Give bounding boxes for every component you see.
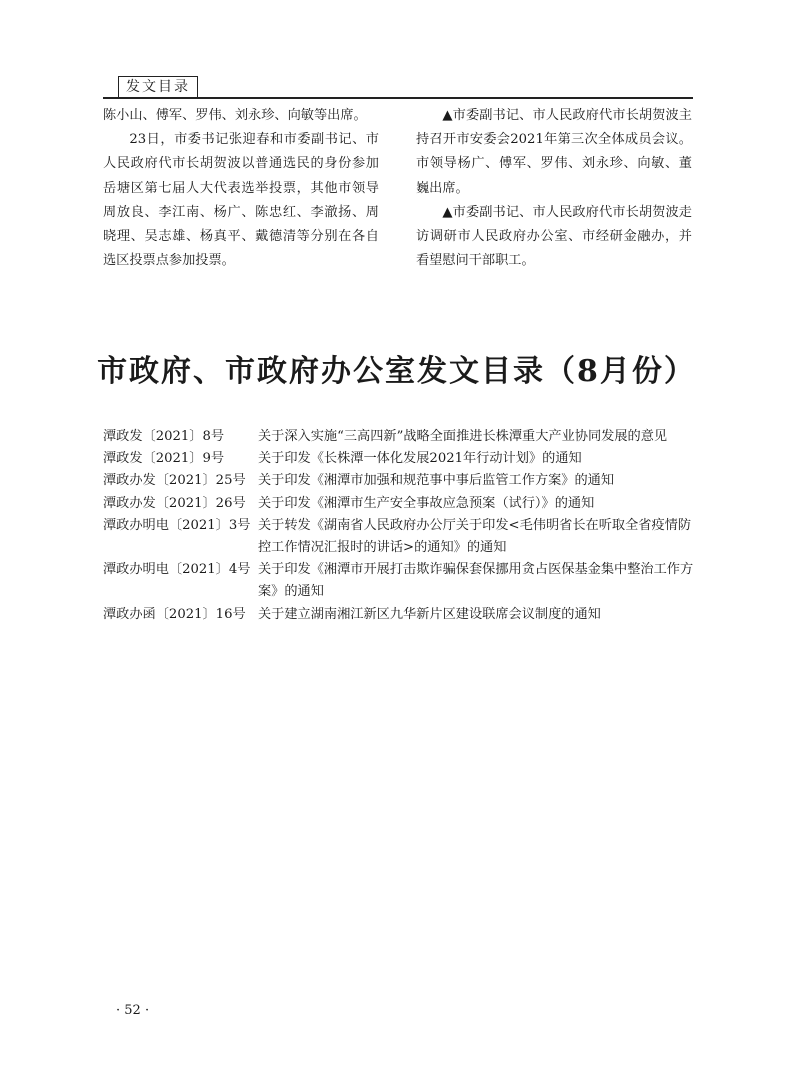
- document-number: 潭政发〔2021〕9号: [103, 451, 225, 467]
- left-news-column: [103, 104, 379, 273]
- document-row: [103, 426, 703, 448]
- right-paragraph-2: ▲市委副书记、市人民政府代市长胡贺波走访调研市人民政府办公室、市经研金融办，并看望慰问干部职工。: [416, 204, 692, 269]
- right-news-column: [416, 104, 692, 273]
- document-number: 潭政办明电〔2021〕3号: [103, 517, 251, 533]
- document-row: [103, 515, 703, 559]
- document-title: 关于印发《湘潭市加强和规范事中事后监管工作方案》的通知: [258, 473, 615, 489]
- page-number: · 52 ·: [116, 1003, 150, 1018]
- section-title: 市政府、市政府办公室发文目录（8月份）: [97, 354, 696, 389]
- document-title: 关于转发《湖南省人民政府办公厅关于印发<毛伟明省长在听取全省疫情防控工作情况汇报时的讲话>的通知》的通知: [258, 517, 692, 556]
- document-row: [103, 470, 703, 492]
- document-number: 潭政办明电〔2021〕4号: [103, 562, 251, 578]
- header-divider: [103, 97, 693, 99]
- right-paragraph-1: ▲市委副书记、市人民政府代市长胡贺波主持召开市安委会2021年第三次全体成员会议。市领导杨广、傅军、罗伟、刘永珍、向敏、董巍出席。: [416, 108, 692, 196]
- document-row: [103, 559, 703, 603]
- left-paragraph-1: 陈小山、傅军、罗伟、刘永珍、向敏等出席。: [103, 108, 367, 123]
- section-header-tag: 发文目录: [118, 76, 198, 98]
- left-paragraph-2: 23日，市委书记张迎春和市委副书记、市人民政府代市长胡贺波以普通选民的身份参加岳塘区第七届人大代表选举投票，其他市领导周放良、李江南、杨广、陈忠红、李澈扬、周晓理、吴志雄、杨真平、戴德清等分别在各自选区投票点参加投票。: [103, 132, 379, 269]
- document-title: 关于印发《长株潭一体化发展2021年行动计划》的通知: [258, 451, 582, 467]
- document-number: 潭政办函〔2021〕16号: [103, 606, 246, 622]
- document-title: 关于印发《湘潭市开展打击欺诈骗保套保挪用贪占医保基金集中整治工作方案》的通知: [258, 562, 694, 600]
- document-row: [103, 493, 703, 515]
- document-title: 关于深入实施“三高四新”战略全面推进长株潭重大产业协同发展的意见: [258, 429, 668, 444]
- document-number: 潭政办发〔2021〕26号: [103, 495, 246, 511]
- document-title: 关于印发《湘潭市生产安全事故应急预案（试行）》的通知: [258, 495, 595, 511]
- document-number: 潭政发〔2021〕8号: [103, 429, 225, 444]
- document-title: 关于建立湖南湘江新区九华新片区建设联席会议制度的通知: [258, 606, 601, 622]
- document-number: 潭政办发〔2021〕25号: [103, 473, 246, 489]
- document-list: [103, 426, 703, 626]
- document-row: [103, 448, 703, 470]
- document-row: [103, 604, 703, 626]
